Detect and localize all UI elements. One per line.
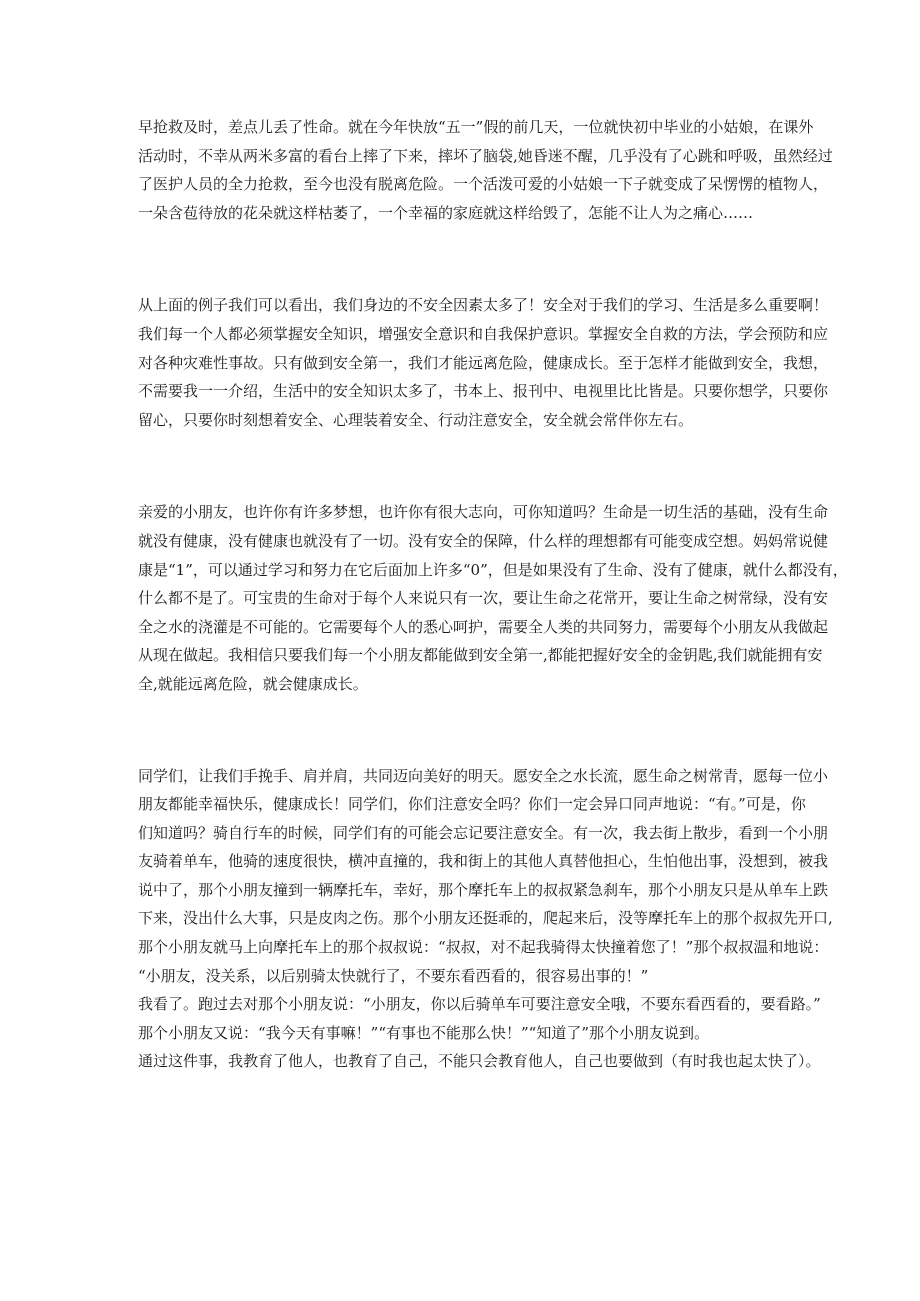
paragraph-spacer <box>138 227 798 291</box>
paragraph-spacer <box>138 699 798 762</box>
text-line: 从上面的例子我们可以看出，我们身边的不安全因素太多了！安全对于我们的学习、生活是多么重要啊！ <box>138 296 829 315</box>
text-line: 活动时，不幸从两米多富的看台上摔了下来，摔坏了脑袋,她昏迷不醒，几乎没有了心跳和呼吸，虽然经过 <box>138 146 833 165</box>
text-line: 同学们，让我们手挽手、肩并肩，共同迈向美好的明天。愿安全之水长流，愿生命之树常青，愿每一位小 <box>138 766 829 785</box>
text-line: 们知道吗？骑自行车的时候，同学们有的可能会忘记要注意安全。有一次，我去街上散步，看到一个小朋 <box>138 823 829 842</box>
text-line: 全之水的浇灌是不可能的。它需要每个人的悉心呵护，需要全人类的共同努力，需要每个小朋友从我做起 <box>138 617 829 636</box>
text-line: 下来，没出什么大事，只是皮肉之伤。那个小朋友还挺乖的，爬起来后，没等摩托车上的那个叔叔先开口, <box>138 909 833 928</box>
text-line: 什么都不是了。可宝贵的生命对于每个人来说只有一次，要让生命之花常开，要让生命之树常绿，没有安 <box>138 589 829 608</box>
text-line: “小朋友，没关系，以后别骑太快就行了，不要东看西看的，很容易出事的！” <box>138 966 649 985</box>
text-line: 朋友都能幸福快乐，健康成长！同学们，你们注意安全吗？你们一定会异口同声地说：“有。”可是，你 <box>138 795 806 814</box>
text-line: 不需要我一一介绍，生活中的安全知识太多了，书本上、报刊中、电视里比比皆是。只要你想学，只要你 <box>138 382 829 401</box>
paragraph-classmates-story <box>138 762 833 1077</box>
paragraph-spacer <box>138 434 798 498</box>
text-line: 就没有健康，没有健康也就没有了一切。没有安全的保障，什么样的理想都有可能变成空想。妈妈常说健 <box>138 531 829 550</box>
paragraph-accident-story <box>138 113 833 227</box>
document-page <box>138 113 848 1076</box>
text-line: 那个小朋友就马上向摩托车上的那个叔叔说：“叔叔，对不起我骑得太快撞着您了！”那个叔叔温和地说： <box>138 938 829 957</box>
text-line: 早抢救及时，差点儿丢了性命。就在今年快放“五一”假的前几天，一位就快初中毕业的小姑娘，在课外 <box>138 118 814 136</box>
text-line: 留心，只要你时刻想着安全、心理装着安全、行动注意安全，安全就会常伴你左右。 <box>138 410 694 429</box>
text-line: 那个小朋友又说：“我今天有事嘛！”“有事也不能那么快！”“知道了”那个小朋友说到。 <box>138 1023 710 1042</box>
text-line: 了医护人员的全力抢救，至今也没有脱离危险。一个活泼可爱的小姑娘一下子就变成了呆愣愣的植物人， <box>138 175 829 194</box>
text-line: 全,就能远离危险，就会健康成长。 <box>138 674 368 693</box>
text-line: 从现在做起。我相信只要我们每一个小朋友都能做到安全第一,都能把握好安全的金钥匙,我们就能拥有安 <box>138 646 823 665</box>
text-line: 一朵含苞待放的花朵就这样枯萎了，一个幸福的家庭就这样给毁了，怎能不让人为之痛心…… <box>138 203 754 222</box>
text-line: 亲爱的小朋友，也许你有许多梦想，也许你有很大志向，可你知道吗？生命是一切生活的基础，没有生命 <box>138 503 829 522</box>
text-line: 说中了，那个小朋友撞到一辆摩托车，幸好，那个摩托车上的叔叔紧急刹车，那个小朋友只是从单车上跌 <box>138 880 829 899</box>
text-line: 友骑着单车，他骑的速度很快，横冲直撞的，我和街上的其他人真替他担心，生怕他出事，没想到，被我 <box>138 852 829 871</box>
paragraph-dear-children <box>138 498 848 698</box>
text-line: 对各种灾难性事故。只有做到安全第一，我们才能远离危险，健康成长。至于怎样才能做到安全，我想， <box>138 353 829 372</box>
text-line: 通过这件事，我教育了他人，也教育了自己，不能只会教育他人，自己也要做到（有时我也起太快了）。 <box>138 1052 821 1071</box>
text-line: 康是“1”，可以通过学习和努力在它后面加上许多“0”，但是如果没有了生命、没有了健康，就什么都没有， <box>138 560 848 579</box>
text-line: 我们每一个人都必须掌握安全知识，增强安全意识和自我保护意识。掌握安全自救的方法，学会预防和应 <box>138 324 829 343</box>
paragraph-safety-importance <box>138 291 829 434</box>
text-line: 我看了。跑过去对那个小朋友说：“小朋友，你以后骑单车可要注意安全哦，不要东看西看的，要看路。” <box>138 995 821 1014</box>
